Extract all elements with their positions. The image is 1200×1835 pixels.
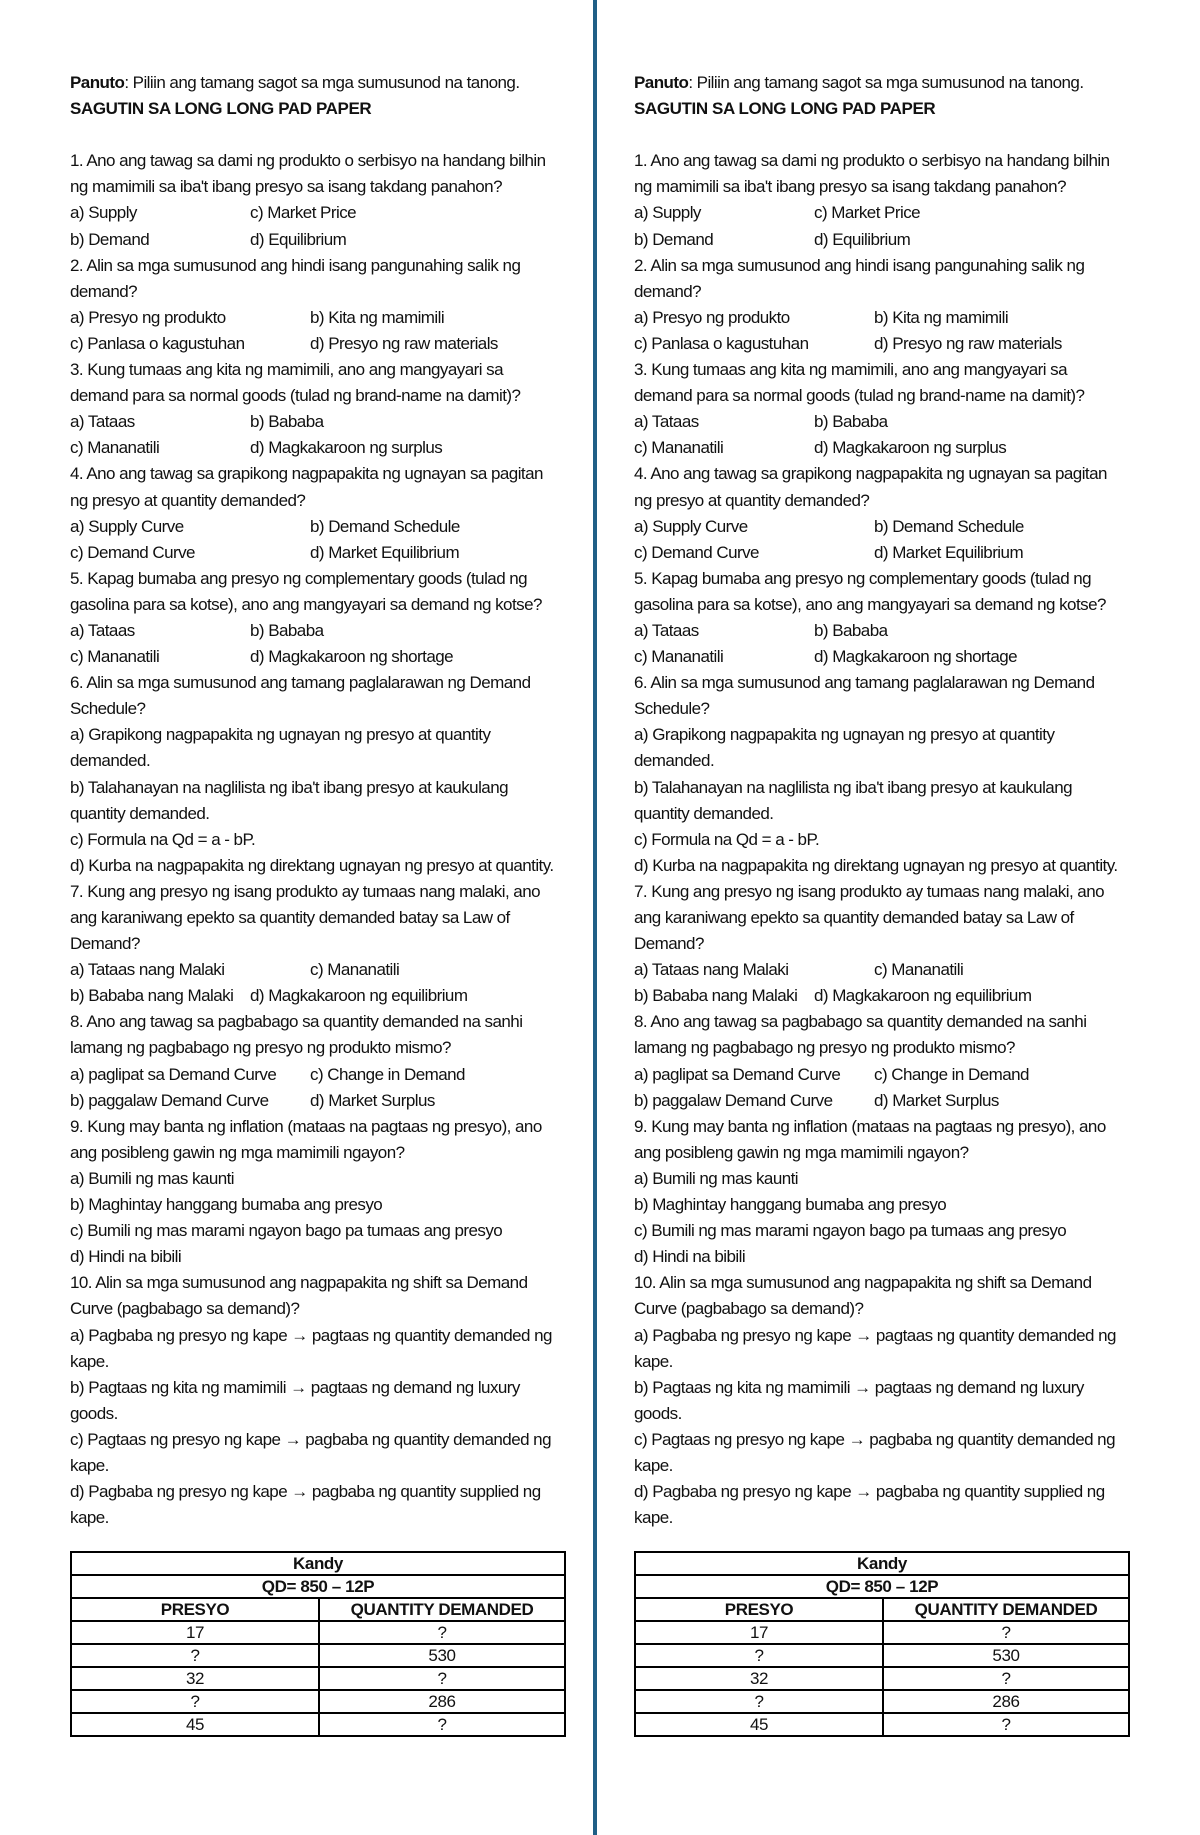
question-text: 8. Ano ang tawag sa pagbabago sa quantity demanded na sanhi (70, 1012, 523, 1032)
answer-option: d) Kurba na nagpapakita ng direktang ugnayan ng presyo at quantity. (70, 855, 554, 875)
table-row (635, 1667, 1129, 1690)
answer-row (634, 200, 1134, 226)
table-cell: ? (635, 1690, 883, 1713)
answer-option: a) Supply (634, 203, 701, 223)
answer-row (70, 618, 570, 644)
answer-option: d) Pagbaba ng presyo ng kape → pagbaba ng quantity supplied ng (634, 1482, 1105, 1502)
table-cell: 32 (71, 1667, 319, 1690)
answer-option: a) Tataas nang Malaki (70, 960, 225, 980)
answer-option: d) Equilibrium (250, 229, 347, 249)
question-text: ng mamimili sa iba't ibang presyo sa isang takdang panahon? (70, 177, 502, 197)
answer-option: kape. (70, 1351, 109, 1371)
answer-option: a) Supply (70, 203, 137, 223)
answer-option: a) Tataas (70, 412, 135, 432)
answer-option: kape. (634, 1351, 673, 1371)
worksheet-left (70, 70, 570, 1737)
table-row (635, 1713, 1129, 1736)
question-text: 9. Kung may banta ng inflation (mataas na pagtaas ng presyo), ano (70, 1116, 542, 1136)
answer-option: d) Magkakaroon ng equilibrium (814, 986, 1032, 1006)
table-cell: 286 (883, 1690, 1129, 1713)
answer-row (634, 305, 1134, 331)
question-text: ang karaniwang epekto sa quantity demanded batay sa Law of (634, 908, 1074, 927)
question-text: 5. Kapag bumaba ang presyo ng complementary goods (tulad ng (70, 568, 528, 588)
answer-row (634, 618, 1134, 644)
question-text: lamang ng pagbabago ng presyo ng produkto mismo? (70, 1038, 451, 1058)
question-text: demand para sa normal goods (tulad ng brand-name na damit)? (70, 386, 521, 406)
table-title: Kandy (635, 1552, 1129, 1575)
question-text: ng presyo at quantity demanded? (634, 490, 870, 510)
table-row (71, 1644, 565, 1667)
answer-option: c) Panlasa o kagustuhan (634, 333, 809, 353)
answer-row (70, 540, 570, 566)
table-column-header: QUANTITY DEMANDED (319, 1598, 565, 1621)
table-cell: ? (71, 1644, 319, 1667)
answer-option: d) Market Equilibrium (310, 542, 460, 562)
answer-option: c) Formula na Qd = a - bP. (70, 829, 256, 849)
question-text: demand para sa normal goods (tulad ng brand-name na damit)? (634, 386, 1085, 406)
answer-option: d) Presyo ng raw materials (310, 333, 498, 353)
answer-option: d) Market Surplus (310, 1090, 435, 1110)
table-header-row (71, 1598, 565, 1621)
answer-row (70, 200, 570, 226)
table-cell: ? (319, 1713, 565, 1736)
answer-row (70, 514, 570, 540)
question-text: gasolina para sa kotse), ano ang mangyayari sa demand ng kotse? (634, 594, 1106, 614)
table-cell: ? (319, 1621, 565, 1644)
table-cell: ? (319, 1667, 565, 1690)
table-formula-row (635, 1575, 1129, 1598)
question-text: Curve (pagbabago sa demand)? (634, 1299, 864, 1319)
table-cell: ? (883, 1667, 1129, 1690)
answer-option: a) Pagbaba ng presyo ng kape → pagtaas ng quantity demanded ng (634, 1325, 1116, 1345)
answer-option: c) Market Price (814, 203, 921, 223)
answer-option: b) Kita ng mamimili (874, 307, 1009, 327)
answer-option: demanded. (634, 751, 715, 771)
answer-row (70, 957, 570, 983)
table-formula: QD= 850 – 12P (71, 1575, 565, 1598)
table-title-row (635, 1552, 1129, 1575)
question-text: ang karaniwang epekto sa quantity demanded batay sa Law of (70, 908, 510, 927)
answer-row (634, 644, 1134, 670)
answer-option: c) Mananatili (634, 647, 724, 667)
answer-option: a) Tataas (634, 620, 699, 640)
answer-row (70, 305, 570, 331)
kandy-table (70, 1551, 566, 1737)
answer-option: b) Bababa nang Malaki (70, 986, 234, 1006)
answer-row (634, 514, 1134, 540)
answer-option: c) Bumili ng mas marami ngayon bago pa tumaas ang presyo (70, 1221, 503, 1241)
answer-row (634, 1088, 1134, 1114)
answer-option: d) Market Surplus (874, 1090, 999, 1110)
table-title-row (71, 1552, 565, 1575)
answer-option: b) Bababa (814, 412, 888, 432)
table-header-row (635, 1598, 1129, 1621)
answer-option: b) Bababa (250, 412, 324, 432)
answer-option: b) Pagtaas ng kita ng mamimili → pagtaas ng demand ng luxury (634, 1377, 1084, 1397)
answer-row (70, 435, 570, 461)
table-cell: ? (71, 1690, 319, 1713)
panuto-text: : Piliin ang tamang sagot sa mga sumusunod na tanong. (124, 73, 520, 92)
spacer (70, 122, 570, 148)
answer-option: a) Tataas nang Malaki (634, 960, 789, 980)
answer-row (634, 409, 1134, 435)
answer-option: d) Magkakaroon ng surplus (814, 438, 1007, 458)
question-text: 3. Kung tumaas ang kita ng mamimili, ano ang mangyayari sa (70, 360, 504, 380)
answer-option: d) Magkakaroon ng shortage (814, 647, 1018, 667)
answer-option: d) Magkakaroon ng equilibrium (250, 986, 468, 1006)
answer-row (634, 435, 1134, 461)
answer-option: demanded. (70, 751, 151, 771)
table-column-header: QUANTITY DEMANDED (883, 1598, 1129, 1621)
answer-option: d) Market Equilibrium (874, 542, 1024, 562)
question-text: ang posibleng gawin ng mga mamimili ngayon? (70, 1142, 405, 1162)
answer-option: d) Presyo ng raw materials (874, 333, 1062, 353)
table-cell: ? (883, 1713, 1129, 1736)
answer-option: a) Tataas (634, 412, 699, 432)
table-cell: ? (635, 1644, 883, 1667)
answer-option: d) Hindi na bibili (634, 1247, 746, 1267)
question-text: 4. Ano ang tawag sa grapikong nagpapakita ng ugnayan sa pagitan (70, 464, 543, 484)
answer-option: d) Equilibrium (814, 229, 911, 249)
answer-option: d) Hindi na bibili (70, 1247, 182, 1267)
answer-option: a) Supply Curve (70, 516, 184, 536)
table-row (635, 1621, 1129, 1644)
table-cell: 286 (319, 1690, 565, 1713)
question-text: 4. Ano ang tawag sa grapikong nagpapakita ng ugnayan sa pagitan (634, 464, 1107, 484)
answer-option: c) Panlasa o kagustuhan (70, 333, 245, 353)
answer-option: d) Magkakaroon ng surplus (250, 438, 443, 458)
answer-option: b) Maghintay hanggang bumaba ang presyo (70, 1195, 383, 1215)
answer-option: d) Magkakaroon ng shortage (250, 647, 454, 667)
answer-option: c) Pagtaas ng presyo ng kape → pagbaba ng quantity demanded ng (70, 1429, 551, 1449)
answer-option: quantity demanded. (634, 803, 774, 823)
question-text: Demand? (70, 934, 140, 954)
answer-option: kape. (634, 1508, 673, 1528)
question-text: 6. Alin sa mga sumusunod ang tamang paglalarawan ng Demand (70, 673, 531, 693)
answer-option: c) Mananatili (874, 960, 964, 980)
answer-option: kape. (634, 1455, 673, 1475)
instruction-heading: SAGUTIN SA LONG LONG PAD PAPER (70, 99, 372, 119)
table-row (71, 1690, 565, 1713)
answer-option: b) Demand (634, 229, 714, 249)
question-text: 1. Ano ang tawag sa dami ng produkto o serbisyo na handang bilhin (634, 151, 1110, 171)
question-text: 7. Kung ang presyo ng isang produkto ay tumaas nang malaki, ano (70, 881, 541, 901)
answer-row (634, 540, 1134, 566)
answer-option: a) Supply Curve (634, 516, 748, 536)
question-text: Schedule? (634, 699, 710, 719)
kandy-table (634, 1551, 1130, 1737)
panuto-label: Panuto (70, 73, 125, 92)
table-cell: 530 (883, 1644, 1129, 1667)
table-row (635, 1690, 1129, 1713)
column-divider (593, 0, 597, 1835)
table-cell: 17 (635, 1621, 883, 1644)
answer-row (70, 227, 570, 253)
question-text: 7. Kung ang presyo ng isang produkto ay tumaas nang malaki, ano (634, 881, 1105, 901)
answer-option: c) Demand Curve (70, 542, 195, 562)
answer-row (70, 1088, 570, 1114)
answer-option: c) Formula na Qd = a - bP. (634, 829, 820, 849)
question-text: Demand? (634, 934, 704, 954)
answer-option: b) Bababa nang Malaki (634, 986, 798, 1006)
answer-option: b) Demand Schedule (310, 516, 460, 536)
answer-option: goods. (634, 1403, 682, 1423)
worksheet-right (634, 70, 1134, 1737)
answer-option: goods. (70, 1403, 118, 1423)
answer-option: a) paglipat sa Demand Curve (634, 1064, 841, 1084)
question-text: 3. Kung tumaas ang kita ng mamimili, ano ang mangyayari sa (634, 360, 1068, 380)
answer-row (70, 1062, 570, 1088)
answer-option: b) Maghintay hanggang bumaba ang presyo (634, 1195, 947, 1215)
answer-row (634, 331, 1134, 357)
answer-option: c) Mananatili (70, 438, 160, 458)
question-text: lamang ng pagbabago ng presyo ng produkto mismo? (634, 1038, 1015, 1058)
answer-option: a) Bumili ng mas kaunti (70, 1168, 235, 1188)
answer-option: c) Demand Curve (634, 542, 759, 562)
table-cell: 45 (635, 1713, 883, 1736)
question-text: 2. Alin sa mga sumusunod ang hindi isang pangunahing salik ng (70, 255, 521, 275)
answer-option: a) Presyo ng produkto (634, 307, 790, 327)
question-text: 6. Alin sa mga sumusunod ang tamang paglalarawan ng Demand (634, 673, 1095, 693)
answer-option: c) Pagtaas ng presyo ng kape → pagbaba ng quantity demanded ng (634, 1429, 1115, 1449)
answer-option: b) Pagtaas ng kita ng mamimili → pagtaas ng demand ng luxury (70, 1377, 520, 1397)
question-text: ang posibleng gawin ng mga mamimili ngayon? (634, 1142, 969, 1162)
answer-option: b) Demand (70, 229, 150, 249)
question-text: demand? (70, 281, 138, 301)
answer-option: c) Mananatili (634, 438, 724, 458)
answer-option: c) Mananatili (310, 960, 400, 980)
question-text: gasolina para sa kotse), ano ang mangyayari sa demand ng kotse? (70, 594, 542, 614)
table-column-header: PRESYO (635, 1598, 883, 1621)
table-cell: 17 (71, 1621, 319, 1644)
answer-option: c) Change in Demand (310, 1064, 465, 1084)
panuto-line (70, 70, 570, 96)
question-text: 1. Ano ang tawag sa dami ng produkto o serbisyo na handang bilhin (70, 151, 546, 171)
panuto-text: : Piliin ang tamang sagot sa mga sumusunod na tanong. (688, 73, 1084, 92)
table-formula-row (71, 1575, 565, 1598)
answer-option: c) Bumili ng mas marami ngayon bago pa tumaas ang presyo (634, 1221, 1067, 1241)
table-formula: QD= 850 – 12P (635, 1575, 1129, 1598)
table-column-header: PRESYO (71, 1598, 319, 1621)
answer-option: a) Pagbaba ng presyo ng kape → pagtaas ng quantity demanded ng (70, 1325, 552, 1345)
answer-row (634, 957, 1134, 983)
answer-option: d) Pagbaba ng presyo ng kape → pagbaba ng quantity supplied ng (70, 1482, 541, 1502)
answer-row (70, 331, 570, 357)
table-row (635, 1644, 1129, 1667)
answer-option: a) paglipat sa Demand Curve (70, 1064, 277, 1084)
answer-option: a) Grapikong nagpapakita ng ugnayan ng presyo at quantity (70, 725, 491, 745)
answer-option: b) Talahanayan na naglilista ng iba't ibang presyo at kaukulang (634, 777, 1073, 797)
question-text: ng mamimili sa iba't ibang presyo sa isang takdang panahon? (634, 177, 1066, 197)
table-cell: 530 (319, 1644, 565, 1667)
answer-row (634, 227, 1134, 253)
spacer (634, 122, 1134, 148)
table-row (71, 1667, 565, 1690)
question-text: 10. Alin sa mga sumusunod ang nagpapakita ng shift sa Demand (634, 1273, 1092, 1293)
answer-option: b) Demand Schedule (874, 516, 1024, 536)
answer-row (634, 983, 1134, 1009)
answer-option: a) Tataas (70, 620, 135, 640)
answer-option: c) Mananatili (70, 647, 160, 667)
question-text: 8. Ano ang tawag sa pagbabago sa quantity demanded na sanhi (634, 1012, 1087, 1032)
answer-row (70, 983, 570, 1009)
panuto-line (634, 70, 1134, 96)
answer-option: a) Grapikong nagpapakita ng ugnayan ng presyo at quantity (634, 725, 1055, 745)
answer-option: d) Kurba na nagpapakita ng direktang ugnayan ng presyo at quantity. (634, 855, 1118, 875)
answer-option: kape. (70, 1508, 109, 1528)
table-row (71, 1621, 565, 1644)
answer-option: quantity demanded. (70, 803, 210, 823)
question-text: 2. Alin sa mga sumusunod ang hindi isang pangunahing salik ng (634, 255, 1085, 275)
answer-option: c) Change in Demand (874, 1064, 1029, 1084)
table-cell: 45 (71, 1713, 319, 1736)
answer-option: b) paggalaw Demand Curve (70, 1090, 269, 1110)
instruction-heading: SAGUTIN SA LONG LONG PAD PAPER (634, 99, 936, 119)
answer-option: b) Kita ng mamimili (310, 307, 445, 327)
question-text: ng presyo at quantity demanded? (70, 490, 306, 510)
answer-option: c) Market Price (250, 203, 357, 223)
table-row (71, 1713, 565, 1736)
answer-option: a) Bumili ng mas kaunti (634, 1168, 799, 1188)
question-text: Curve (pagbabago sa demand)? (70, 1299, 300, 1319)
answer-option: kape. (70, 1455, 109, 1475)
answer-option: a) Presyo ng produkto (70, 307, 226, 327)
answer-row (70, 644, 570, 670)
answer-option: b) Bababa (814, 620, 888, 640)
table-cell: 32 (635, 1667, 883, 1690)
answer-option: b) paggalaw Demand Curve (634, 1090, 833, 1110)
answer-option: b) Talahanayan na naglilista ng iba't ibang presyo at kaukulang (70, 777, 509, 797)
panuto-label: Panuto (634, 73, 689, 92)
question-text: 9. Kung may banta ng inflation (mataas na pagtaas ng presyo), ano (634, 1116, 1106, 1136)
answer-row (70, 409, 570, 435)
table-title: Kandy (71, 1552, 565, 1575)
question-text: Schedule? (70, 699, 146, 719)
answer-row (634, 1062, 1134, 1088)
question-text: 5. Kapag bumaba ang presyo ng complementary goods (tulad ng (634, 568, 1092, 588)
question-text: 10. Alin sa mga sumusunod ang nagpapakita ng shift sa Demand (70, 1273, 528, 1293)
question-text: demand? (634, 281, 702, 301)
table-cell: ? (883, 1621, 1129, 1644)
answer-option: b) Bababa (250, 620, 324, 640)
